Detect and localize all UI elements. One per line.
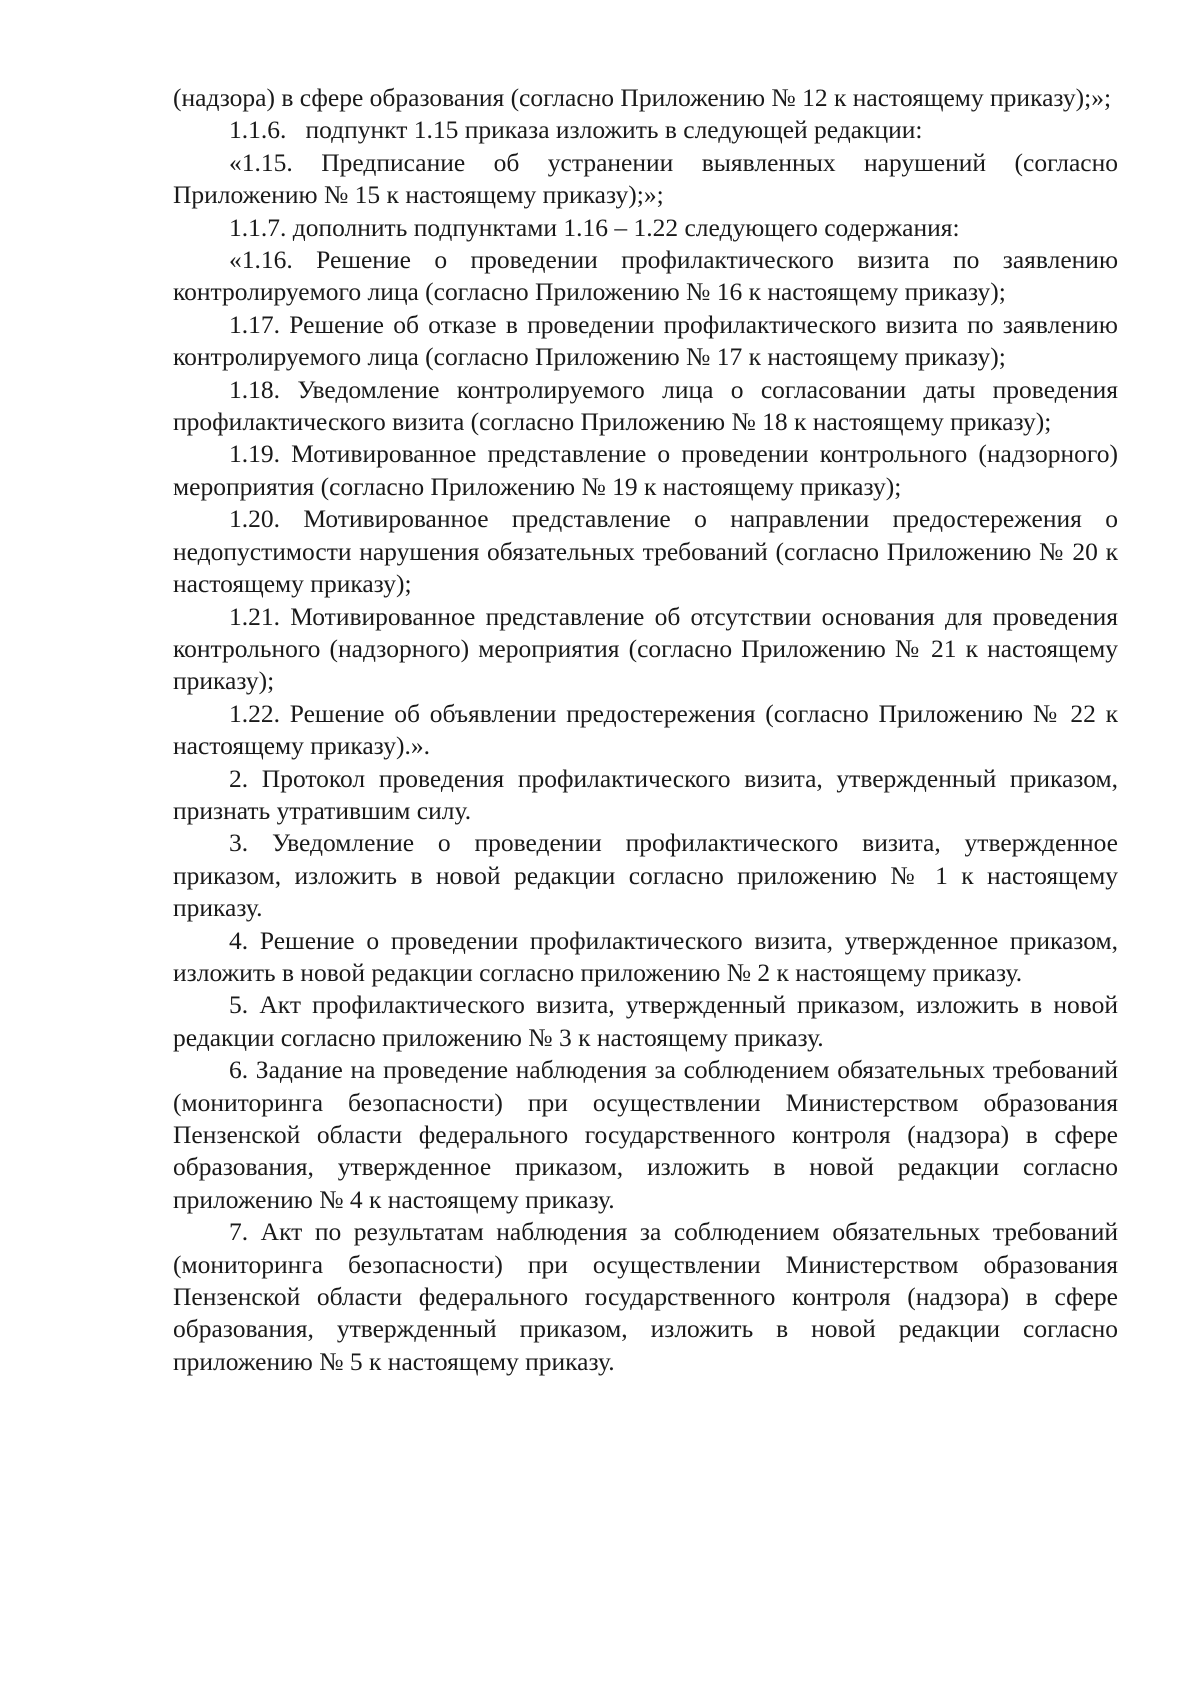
paragraph-item-4: 4. Решение о проведении профилактического визита, утвержденное приказом, изложить в новой редакции согласно приложению № 2 к настоящему приказу.: [173, 925, 1118, 987]
paragraph-continuation: (надзора) в сфере образования (согласно Приложению № 12 к настоящему приказу);»;: [173, 83, 1112, 112]
paragraph-1-15: «1.15. Предписание об устранении выявленных нарушений (согласно Приложению № 15 к настоящему приказу);»;: [173, 147, 1118, 210]
paragraph-item-2: 2. Протокол проведения профилактического визита, утвержденный приказом, признать утратившим силу.: [173, 763, 1118, 825]
paragraph-1-21: 1.21. Мотивированное представление об отсутствии основания для проведения контрольного (надзорного) мероприятия (согласно Приложению № 21 к настоящему приказу);: [173, 601, 1118, 696]
paragraph-item-3: 3. Уведомление о проведении профилактического визита, утвержденное приказом, изложить в новой редакции согласно приложению № 1 к настоящему приказу.: [173, 828, 1118, 923]
paragraph-1-16: «1.16. Решение о проведении профилактического визита по заявлению контролируемого лица (согласно Приложению № 16 к настоящему приказу);: [173, 245, 1118, 307]
paragraph-1-20: 1.20. Мотивированное представление о направлении предостережения о недопустимости нарушения обязательных требований (согласно Приложению № 20 к настоящему приказу);: [173, 504, 1118, 599]
document-page: [173, 82, 1118, 1378]
paragraph-1-22: 1.22. Решение об объявлении предостережения (согласно Приложению № 22 к настоящему приказу).».: [173, 698, 1118, 761]
paragraph-item-6: 6. Задание на проведение наблюдения за соблюдением обязательных требований (мониторинга безопасности) при осуществлении Министерством образования Пензенской области федерального государственного контроля (надзора) в сфере образования, утвержденное приказом, изложить в новой редакции согласно приложению № 4 к настоящему приказу.: [173, 1055, 1118, 1214]
paragraph-1-1-6: 1.1.6. подпункт 1.15 приказа изложить в следующей редакции:: [229, 115, 923, 145]
paragraph-1-18: 1.18. Уведомление контролируемого лица о согласовании даты проведения профилактического визита (согласно Приложению № 18 к настоящему приказу);: [173, 374, 1118, 437]
paragraph-item-5: 5. Акт профилактического визита, утвержденный приказом, изложить в новой редакции согласно приложению № 3 к настоящему приказу.: [173, 990, 1118, 1052]
paragraph-1-17: 1.17. Решение об отказе в проведении профилактического визита по заявлению контролируемого лица (согласно Приложению № 17 к настоящему приказу);: [173, 309, 1118, 372]
paragraph-1-1-7: 1.1.7. дополнить подпунктами 1.16 – 1.22 следующего содержания:: [229, 212, 960, 242]
paragraph-1-19: 1.19. Мотивированное представление о проведении контрольного (надзорного) мероприятия (согласно Приложению № 19 к настоящему приказу);: [173, 439, 1118, 501]
paragraph-item-7: 7. Акт по результатам наблюдения за соблюдением обязательных требований (мониторинга безопасности) при осуществлении Министерством образования Пензенской области федерального государственного контроля (надзора) в сфере образования, утвержденный приказом, изложить в новой редакции согласно приложению № 5 к настоящему приказу.: [173, 1217, 1118, 1376]
